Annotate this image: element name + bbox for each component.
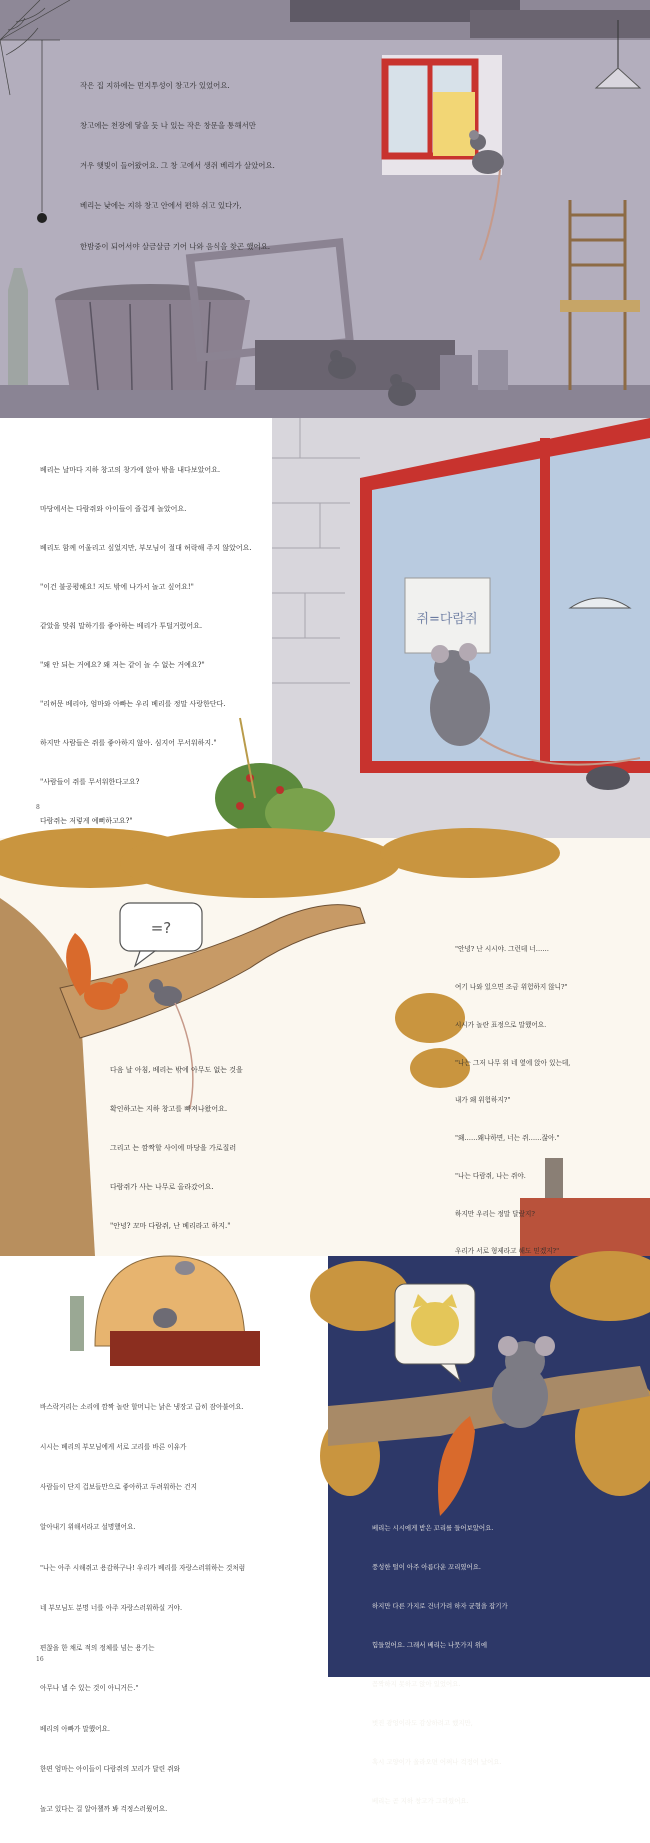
- bottle: [70, 1296, 84, 1351]
- mouse-parent: [388, 382, 416, 406]
- story-line: 한편 엄마는 아이들이 다람쥐의 꼬리가 달린 쥐와: [40, 1764, 180, 1773]
- bubble-text: =?: [150, 919, 172, 937]
- story-line: 아무나 낼 수 있는 것이 아니거든.": [40, 1684, 139, 1693]
- story-line: 하지만 사람들은 쥐를 좋아하지 않아. 심지어 무서워하지.": [40, 739, 217, 747]
- story-text: [80, 52, 275, 280]
- story-line: 바스락거리는 소리에 깜짝 놀란 할머니는 낡은 냉장고 급히 잠아불어요.: [40, 1402, 244, 1411]
- story-line: "나는 아주 시해쥐고 용감하구나! 우리가 베리를 자랑스러워하는 것처럼: [40, 1563, 246, 1572]
- ceiling-beam: [470, 10, 650, 38]
- story-line: 다람쥐가 사는 나무로 올라갔어요.: [110, 1183, 214, 1191]
- story-text-left: [40, 1374, 245, 1843]
- old-chest: [110, 1331, 260, 1366]
- mouse-parent: [153, 1308, 177, 1328]
- story-line: 혹시 고양이가 올라오면 어쩌나 걱정이 났어요.: [372, 1758, 502, 1766]
- spread-night: [0, 1256, 650, 1813]
- story-line: 다람쥐는 저렇게 예뻐하고요?": [40, 817, 133, 825]
- story-line: 마당에서는 다람쥐와 아이들이 즐겁게 놀았어요.: [40, 505, 187, 513]
- cat-icon: [411, 1302, 459, 1346]
- story-line: 힘들었어요. 그래서 베리는 나뭇가지 위에: [372, 1641, 488, 1649]
- story-line: 하지만 우리는 정말 달랐지?: [455, 1209, 535, 1218]
- story-line: 베리는 날마다 지하 창고의 창가에 앉아 밖을 내다보았어요.: [40, 466, 221, 474]
- story-line: 시시는 베리의 부모님에게 서로 고리를 바른 이유가: [40, 1443, 187, 1452]
- story-text-right: [372, 1496, 508, 1834]
- page-number: 8: [36, 804, 40, 811]
- story-line: "나는 다람쥐, 나는 쥐야.: [455, 1171, 526, 1180]
- hanging-lamp: [596, 68, 640, 88]
- story-line: 베리는 곧 지하 창고가 그리웠어요.: [372, 1797, 469, 1805]
- story-line: 베리의 아빠가 말했어요.: [40, 1724, 110, 1733]
- spread-tree: [0, 838, 650, 1256]
- spider-icon: [37, 213, 47, 223]
- story-line: 여기 나와 있으면 조금 위험하지 않니?": [455, 982, 568, 991]
- story-line: 시시가 놀란 표정으로 말했어요.: [455, 1020, 547, 1029]
- story-line: 같았을 맞춰 말하기를 좋아하는 베리가 투덜거렸어요.: [40, 622, 203, 630]
- story-line: 우리가 서로 형제라고 해도 믿겠지?": [455, 1247, 560, 1256]
- story-line: 베리는 낮에는 지하 창고 안에서 편하 쉬고 있다가,: [80, 201, 242, 211]
- story-line: 편찮을 한 채로 적의 정체를 넘는 용기는: [40, 1644, 155, 1653]
- story-line: 작은 집 지하에는 먼지투성이 창고가 있었어요.: [80, 80, 230, 90]
- story-line: 창고에는 천장에 닿을 듯 나 있는 작은 창문을 통해서만: [80, 121, 256, 131]
- story-line: 네 부모님도 분명 너를 아주 자랑스러워하실 거야.: [40, 1603, 183, 1612]
- story-line: 그리고 는 깜짝할 사이에 마당을 가로질러: [110, 1144, 237, 1152]
- story-line: "이건 불공평해요! 저도 밖에 나가서 놀고 싶어요!": [40, 583, 194, 591]
- spread-cellar: [0, 0, 650, 418]
- story-line: "나는 그저 나무 위 네 옆에 앉아 있는데,: [455, 1058, 571, 1067]
- story-line: "리허문 베리야, 엄마와 아빠는 우리 베리를 정말 사랑한단다.: [40, 700, 226, 708]
- wooden-chair: [570, 200, 625, 390]
- story-line: 다음 날 아침, 베리는 밖에 아무도 없는 것을: [110, 1066, 243, 1074]
- page-number: 16: [36, 1656, 44, 1663]
- story-line: 하지만 다른 가지로 건너가려 하자 균형을 잡기가: [372, 1602, 508, 1610]
- story-line: "왜……왜냐하면, 너는 쥐……잖아.": [455, 1134, 560, 1143]
- mouse-parent: [586, 766, 630, 790]
- story-line: 풍성한 털이 아주 아름다운 꼬리였어요.: [372, 1563, 481, 1571]
- story-line: 사람들이 단지 겁보들만으로 좋아하고 두려워하는 건지: [40, 1483, 197, 1492]
- story-line: 베리는 시시에게 받은 꼬리를 들어보았어요.: [372, 1524, 494, 1532]
- bottle: [8, 268, 28, 385]
- story-line: 베리도 함께 어울리고 싶었지만, 부모님이 절대 허락해 주지 않았어요.: [40, 544, 252, 552]
- story-line: 벗진 광엉이라도 감상하려고 했지만,: [372, 1719, 473, 1727]
- story-line: 놀고 있다는 걸 알아챌까 봐 걱정스러웠어요.: [40, 1805, 168, 1813]
- story-line: 꼼짝하지 못하고 앉아 있었어요.: [372, 1680, 461, 1688]
- story-line: 확인하고는 지하 창고를 빠져나왔어요.: [110, 1105, 228, 1113]
- story-line: "안녕? 꼬마 다람쥐, 난 베리라고 하지.": [110, 1222, 231, 1230]
- story-line: 내가 왜 위험하지?": [455, 1096, 511, 1105]
- poster-text: 쥐=다람쥐: [416, 612, 478, 627]
- story-line: "사람들이 쥐를 무서워한다고요?: [40, 778, 140, 786]
- story-line: 알아내기 위해서라고 설명했어요.: [40, 1523, 136, 1532]
- story-line: 한밤중이 되어서야 살금살금 기어 나와 음식을 찾곤 했어요.: [80, 241, 271, 251]
- tree-branch: [60, 905, 365, 1038]
- spread-window: [0, 418, 650, 838]
- mouse-parent: [175, 1261, 195, 1275]
- story-line: 겨우 햇빛이 들어왔어요. 그 창 고에서 생쥐 베리가 살았어요.: [80, 161, 275, 171]
- story-line: "안녕? 난 시시야. 그런데 너……: [455, 945, 549, 954]
- story-line: "왜 안 되는 거예요? 왜 저는 같이 놀 수 없는 거예요?": [40, 661, 205, 669]
